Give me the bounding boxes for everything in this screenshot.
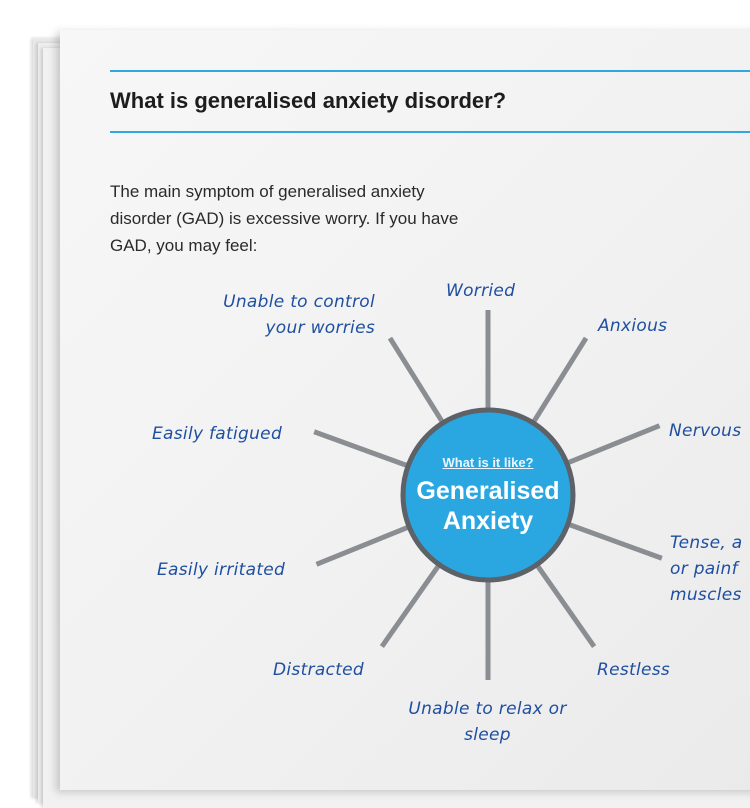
label-line: Distracted [273,660,365,680]
hub-subtitle: What is it like? [442,454,534,470]
label-line: muscles [670,585,742,605]
label-unable-to-relax [400,696,575,748]
label-tense [670,530,742,608]
label-distracted [273,657,364,683]
label-line: Tense, a [670,533,743,553]
label-line: your worries [265,318,375,338]
hub-title-line: Anxiety [442,506,534,535]
spoke-easily-irritated [316,528,407,565]
label-easily-irritated [157,557,285,583]
label-easily-fatigued [152,421,282,447]
label-line: Easily fatigued [152,424,283,444]
label-line: Anxious [598,316,668,336]
label-line: Unable to control [223,292,375,312]
hub-text [403,410,573,580]
spoke-nervous [569,426,660,463]
intro-line: disorder (GAD) is excessive worry. If you have [110,209,459,228]
label-line: Nervous [669,421,742,441]
spoke-anxious [534,338,586,421]
spoke-easily-fatigued [314,432,406,466]
intro-line: The main symptom of generalised anxiety [110,182,425,201]
label-line: or painf [670,559,738,579]
spoke-unable-to-control [390,338,442,421]
hub-title-line: Generalised [416,476,560,505]
label-line: Unable to relax or [408,699,567,719]
label-restless [597,657,670,683]
section-title: What is generalised anxiety disorder? [110,88,507,113]
label-line: sleep [464,725,511,745]
label-anxious [598,313,667,339]
label-line: Worried [446,281,516,301]
label-nervous [669,418,741,444]
label-unable-to-control [210,289,375,341]
intro-line: GAD, you may feel: [110,236,258,255]
hub-title [416,476,559,536]
spoke-tense [570,525,662,559]
label-line: Easily irritated [157,560,286,580]
label-worried [446,278,515,304]
label-line: Restless [597,660,671,680]
